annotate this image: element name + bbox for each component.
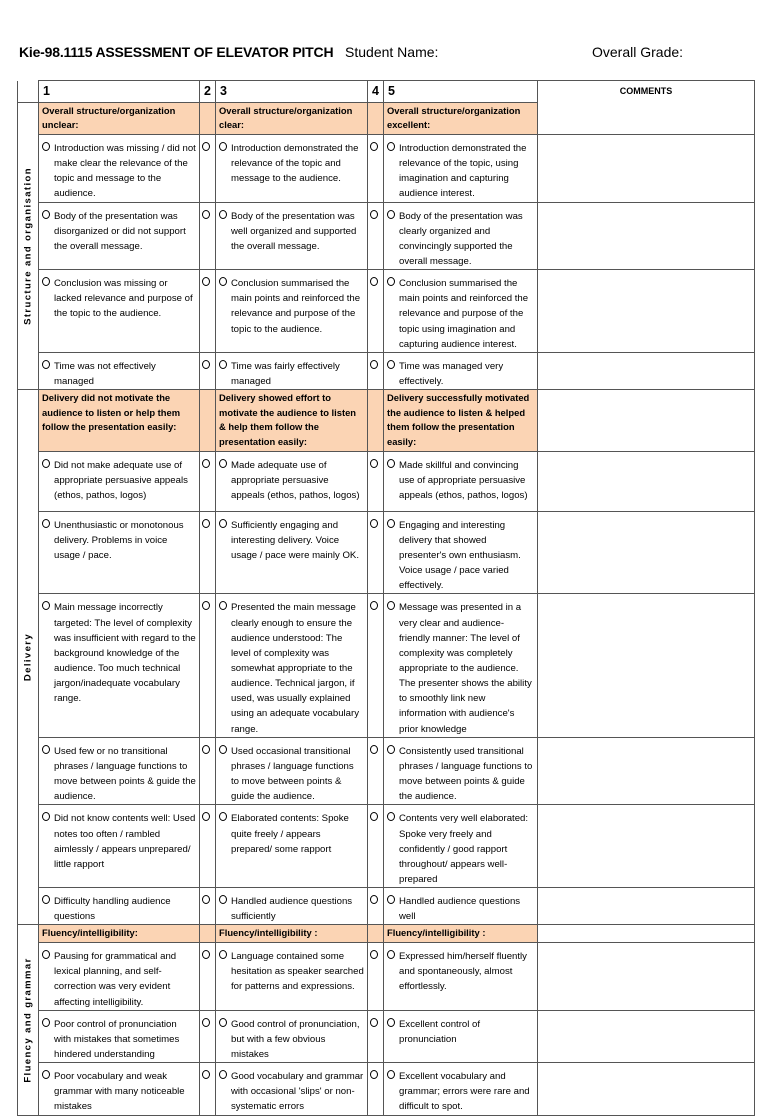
level-4-option[interactable] — [368, 943, 384, 1011]
radio-circle[interactable] — [42, 745, 50, 754]
section-label: Structure and organisation — [22, 167, 34, 325]
criterion-row — [18, 594, 755, 737]
radio-circle[interactable] — [202, 601, 210, 610]
comments-cell[interactable] — [538, 134, 755, 202]
level-4-option[interactable] — [368, 202, 384, 270]
descriptor-text: Conclusion was missing or lacked relevance and purpose of the topic to the audience. — [54, 278, 193, 320]
radio-circle[interactable] — [219, 601, 227, 610]
comments-cell[interactable] — [538, 888, 755, 925]
level-3-descriptor — [216, 594, 368, 737]
radio-circle[interactable] — [219, 895, 227, 904]
level-3-descriptor — [216, 352, 368, 389]
descriptor-text: Good vocabulary and grammar with occasional 'slips' or non-systematic errors — [231, 1071, 364, 1113]
descriptor-text: Message was presented in a very clear and audience-friendly manner: The level of complexity was completely appropriate to the audience. The presenter shows the ability to smoothly link new information with audience's prior knowledge — [399, 602, 532, 735]
descriptor-text: Made adequate use of appropriate persuasive appeals (ethos, pathos, logos) — [231, 459, 360, 501]
level-5-heading: Delivery successfully motivated the audience to listen & helped them follow the presentation easily: — [384, 390, 538, 451]
radio-circle[interactable] — [370, 895, 378, 904]
radio-circle[interactable] — [387, 601, 395, 610]
radio-circle[interactable] — [202, 210, 210, 219]
criterion-row — [18, 511, 755, 594]
radio-circle[interactable] — [42, 1018, 50, 1027]
level-1-descriptor — [39, 943, 200, 1011]
comments-cell[interactable] — [538, 270, 755, 353]
descriptor-text: Used occasional transitional phrases / language functions to move between points & guide the audience. — [231, 745, 354, 803]
section-heading-row — [18, 390, 755, 451]
level-3-descriptor — [216, 202, 368, 270]
descriptor-text: Introduction demonstrated the relevance of the topic and message to the audience. — [231, 142, 359, 185]
column-header-1: 1 — [39, 81, 200, 103]
criterion-row — [18, 134, 755, 202]
comments-cell[interactable] — [538, 390, 755, 451]
radio-circle[interactable] — [219, 459, 227, 468]
column-number-row — [18, 81, 755, 103]
level-3-heading: Delivery showed effort to motivate the audience to listen & help them follow the presentation easily: — [216, 390, 368, 451]
level-1-descriptor — [39, 270, 200, 353]
level-2-option[interactable] — [200, 943, 216, 1011]
descriptor-text: Used few or no transitional phrases / language functions to move between points & guide the audience. — [54, 745, 196, 803]
level-5-descriptor — [384, 888, 538, 925]
level-3-descriptor — [216, 737, 368, 805]
descriptor-text: Made skillful and convincing use of appropriate persuasive appeals (ethos, pathos, logos) — [399, 459, 528, 501]
assessment-rubric-table — [17, 80, 755, 1116]
level-5-descriptor — [384, 943, 538, 1011]
comments-cell[interactable] — [538, 1063, 755, 1115]
radio-circle[interactable] — [370, 950, 378, 959]
comments-header: COMMENTS — [538, 81, 755, 135]
radio-circle[interactable] — [370, 519, 378, 528]
level-1-descriptor — [39, 805, 200, 888]
comments-cell[interactable] — [538, 202, 755, 270]
descriptor-text: Body of the presentation was well organized and supported the overall message. — [231, 210, 357, 252]
descriptor-text: Handled audience questions sufficiently — [231, 896, 353, 923]
radio-circle[interactable] — [202, 895, 210, 904]
column-header-3: 3 — [216, 81, 368, 103]
radio-circle[interactable] — [202, 277, 210, 286]
radio-circle[interactable] — [42, 277, 50, 286]
level-2-option[interactable] — [200, 888, 216, 925]
level-1-heading: Fluency/intelligibility: — [39, 925, 200, 943]
level-2-option[interactable] — [200, 805, 216, 888]
radio-circle[interactable] — [202, 745, 210, 754]
level-5-descriptor — [384, 202, 538, 270]
radio-circle[interactable] — [202, 360, 210, 369]
radio-circle[interactable] — [387, 812, 395, 821]
radio-circle[interactable] — [42, 895, 50, 904]
level-1-descriptor — [39, 202, 200, 270]
descriptor-text: Time was fairly effectively managed — [231, 360, 340, 388]
criterion-row — [18, 943, 755, 1011]
comments-cell[interactable] — [538, 737, 755, 805]
radio-circle[interactable] — [42, 812, 50, 821]
level-3-descriptor — [216, 511, 368, 594]
criterion-row — [18, 888, 755, 925]
radio-circle[interactable] — [387, 277, 395, 286]
level-4-option[interactable] — [368, 511, 384, 594]
radio-circle[interactable] — [42, 1070, 50, 1079]
level-3-descriptor — [216, 1010, 368, 1062]
level-2-option[interactable] — [200, 1010, 216, 1062]
student-name-label: Student Name: — [345, 44, 439, 60]
criterion-row — [18, 737, 755, 805]
comments-cell[interactable] — [538, 451, 755, 511]
level-1-descriptor — [39, 352, 200, 389]
radio-circle[interactable] — [387, 459, 395, 468]
criterion-row — [18, 805, 755, 888]
radio-circle[interactable] — [202, 1018, 210, 1027]
descriptor-text: Time was not effectively managed — [54, 360, 156, 388]
level-5-descriptor — [384, 451, 538, 511]
criterion-row — [18, 202, 755, 270]
descriptor-text: Conclusion summarised the main points and reinforced the relevance and purpose of the topic to the audience. — [231, 278, 361, 335]
level-2-option[interactable] — [200, 737, 216, 805]
descriptor-text: Pausing for grammatical and lexical planning, and self-correction was very evident affecting intelligibility. — [54, 951, 177, 1008]
comments-cell[interactable] — [538, 594, 755, 737]
level-5-descriptor — [384, 594, 538, 737]
level-5-descriptor — [384, 511, 538, 594]
descriptor-text: Introduction demonstrated the relevance of the topic, using imagination and capturing audience interest. — [399, 142, 527, 200]
radio-circle[interactable] — [202, 519, 210, 528]
radio-circle[interactable] — [370, 745, 378, 754]
level-2-option[interactable] — [200, 594, 216, 737]
level-2-option[interactable] — [200, 352, 216, 389]
level-3-heading: Fluency/intelligibility : — [216, 925, 368, 943]
criterion-row — [18, 1010, 755, 1062]
radio-circle[interactable] — [370, 459, 378, 468]
level-3-descriptor — [216, 134, 368, 202]
radio-circle[interactable] — [219, 1018, 227, 1027]
level-4-option[interactable] — [368, 134, 384, 202]
criterion-row — [18, 270, 755, 353]
criterion-row — [18, 1063, 755, 1115]
radio-circle[interactable] — [370, 601, 378, 610]
radio-circle[interactable] — [219, 210, 227, 219]
radio-circle[interactable] — [370, 277, 378, 286]
radio-circle[interactable] — [387, 950, 395, 959]
level-1-descriptor — [39, 451, 200, 511]
descriptor-text: Good control of pronunciation, but with a few obvious mistakes — [231, 1018, 360, 1060]
comments-cell[interactable] — [538, 943, 755, 1011]
radio-circle[interactable] — [370, 812, 378, 821]
radio-circle[interactable] — [387, 1070, 395, 1079]
level-5-descriptor — [384, 805, 538, 888]
level-4-option[interactable] — [368, 737, 384, 805]
descriptor-text: Language contained some hesitation as speaker searched for patterns and expressions. — [231, 951, 364, 993]
section-heading-row — [18, 925, 755, 943]
radio-circle[interactable] — [370, 1018, 378, 1027]
level-1-descriptor — [39, 737, 200, 805]
level-5-descriptor — [384, 1063, 538, 1115]
level-1-heading: Delivery did not motivate the audience to listen or help them follow the presentation easily: — [39, 390, 200, 451]
radio-circle[interactable] — [370, 142, 378, 151]
course-title: Kie-98.1115 ASSESSMENT OF ELEVATOR PITCH — [19, 44, 334, 60]
radio-circle[interactable] — [219, 277, 227, 286]
level-2-option[interactable] — [200, 202, 216, 270]
descriptor-text: Consistently used transitional phrases / language functions to move between points & guide the audience. — [399, 745, 533, 803]
section-label: Fluency and grammar — [22, 957, 34, 1083]
descriptor-text: Unenthusiastic or monotonous delivery. Problems in voice usage / pace. — [54, 519, 184, 561]
level-1-descriptor — [39, 134, 200, 202]
descriptor-text: Elaborated contents: Spoke quite freely / appears prepared/ some rapport — [231, 813, 349, 855]
radio-circle[interactable] — [202, 812, 210, 821]
descriptor-text: Difficulty handling audience questions — [54, 896, 171, 923]
radio-circle[interactable] — [42, 459, 50, 468]
radio-circle[interactable] — [387, 895, 395, 904]
descriptor-text: Time was managed very effectively. — [399, 360, 504, 388]
descriptor-text: Poor control of pronunciation with mistakes that sometimes hindered understanding — [54, 1018, 180, 1060]
radio-circle[interactable] — [370, 360, 378, 369]
level-2-option[interactable] — [200, 451, 216, 511]
criterion-row — [18, 352, 755, 389]
level-4-option[interactable] — [368, 1010, 384, 1062]
descriptor-text: Introduction was missing / did not make clear the relevance of the topic and message to the audience. — [54, 142, 196, 200]
radio-circle[interactable] — [387, 210, 395, 219]
level-5-heading: Fluency/intelligibility : — [384, 925, 538, 943]
level-3-heading: Overall structure/organization clear: — [216, 102, 368, 134]
level-3-descriptor — [216, 451, 368, 511]
radio-circle[interactable] — [42, 142, 50, 151]
radio-circle[interactable] — [42, 519, 50, 528]
radio-circle[interactable] — [219, 519, 227, 528]
level-1-descriptor — [39, 888, 200, 925]
radio-circle[interactable] — [387, 745, 395, 754]
level-5-descriptor — [384, 737, 538, 805]
level-3-descriptor — [216, 270, 368, 353]
section-side-label — [18, 925, 39, 1115]
radio-circle[interactable] — [387, 519, 395, 528]
radio-circle[interactable] — [387, 360, 395, 369]
comments-cell[interactable] — [538, 805, 755, 888]
comments-cell[interactable] — [538, 925, 755, 943]
form-title — [19, 44, 438, 60]
level-2-option[interactable] — [200, 270, 216, 353]
level-1-descriptor — [39, 1010, 200, 1062]
radio-circle[interactable] — [42, 210, 50, 219]
level-1-heading: Overall structure/organization unclear: — [39, 102, 200, 134]
level-4-option[interactable] — [368, 270, 384, 353]
radio-circle[interactable] — [202, 459, 210, 468]
radio-circle[interactable] — [219, 1070, 227, 1079]
column-header-4: 4 — [368, 81, 384, 103]
level-5-descriptor — [384, 352, 538, 389]
radio-circle[interactable] — [219, 950, 227, 959]
radio-circle[interactable] — [42, 601, 50, 610]
radio-circle[interactable] — [202, 1070, 210, 1079]
level-1-descriptor — [39, 1063, 200, 1115]
radio-circle[interactable] — [202, 142, 210, 151]
column-header-2: 2 — [200, 81, 216, 103]
level-4-option[interactable] — [368, 594, 384, 737]
descriptor-text: Body of the presentation was clearly organized and convincingly supported the overall message. — [399, 210, 523, 267]
descriptor-text: Did not make adequate use of appropriate persuasive appeals (ethos, pathos, logos) — [54, 459, 188, 501]
level-4-option[interactable] — [368, 805, 384, 888]
column-header-5: 5 — [384, 81, 538, 103]
level-3-descriptor — [216, 1063, 368, 1115]
radio-circle[interactable] — [387, 142, 395, 151]
radio-circle[interactable] — [202, 950, 210, 959]
level-4-option[interactable] — [368, 451, 384, 511]
level-3-descriptor — [216, 943, 368, 1011]
descriptor-text: Handled audience questions well — [399, 896, 521, 923]
radio-circle[interactable] — [219, 360, 227, 369]
radio-circle[interactable] — [219, 812, 227, 821]
level-3-descriptor — [216, 805, 368, 888]
radio-circle[interactable] — [387, 1018, 395, 1027]
section-side-label — [18, 390, 39, 925]
comments-cell[interactable] — [538, 511, 755, 594]
descriptor-text: Contents very well elaborated: Spoke very freely and confidently / good rapport throughout/ appears well-prepared — [399, 813, 529, 885]
descriptor-text: Poor vocabulary and weak grammar with many noticeable mistakes — [54, 1071, 185, 1113]
level-5-descriptor — [384, 270, 538, 353]
criterion-row — [18, 451, 755, 511]
descriptor-text: Expressed him/herself fluently and spontaneously, almost effortlessly. — [399, 951, 527, 993]
level-2-option[interactable] — [200, 511, 216, 594]
level-2-option[interactable] — [200, 134, 216, 202]
level-1-descriptor — [39, 511, 200, 594]
descriptor-text: Presented the main message clearly enough to ensure the audience understood: The level of complexity was somewhat appropriate to the audience. Technical jargon, if used, was usually explained using an adequate vocabulary range. — [231, 602, 360, 735]
descriptor-text: Main message incorrectly targeted: The level of complexity was insufficient with regard to the background knowledge of the audience. Too much technical jargon/inadequate vocabulary range. — [54, 602, 196, 705]
radio-circle[interactable] — [370, 1070, 378, 1079]
section-label: Delivery — [22, 633, 34, 682]
descriptor-text: Excellent vocabulary and grammar; errors were rare and difficult to spot. — [399, 1071, 530, 1113]
descriptor-text: Conclusion summarised the main points and reinforced the relevance and purpose of the topic using imagination and capturing audience interest. — [399, 278, 529, 350]
descriptor-text: Body of the presentation was disorganized or did not support the overall message. — [54, 210, 186, 252]
descriptor-text: Sufficiently engaging and interesting delivery. Voice usage / pace were mainly OK. — [231, 519, 359, 561]
level-2-option[interactable] — [200, 1063, 216, 1115]
section-side-label — [18, 102, 39, 390]
level-4-option[interactable] — [368, 888, 384, 925]
radio-circle[interactable] — [42, 360, 50, 369]
overall-grade-label: Overall Grade: — [592, 44, 684, 60]
level-5-descriptor — [384, 1010, 538, 1062]
comments-cell[interactable] — [538, 352, 755, 389]
comments-cell[interactable] — [538, 1010, 755, 1062]
level-4-option[interactable] — [368, 352, 384, 389]
radio-circle[interactable] — [42, 950, 50, 959]
radio-circle[interactable] — [219, 142, 227, 151]
descriptor-text: Engaging and interesting delivery that showed presenter's own enthusiasm. Voice usage / pace varied effectively. — [399, 519, 521, 592]
level-1-descriptor — [39, 594, 200, 737]
descriptor-text: Excellent control of pronunciation — [399, 1018, 481, 1045]
level-4-option[interactable] — [368, 1063, 384, 1115]
radio-circle[interactable] — [370, 210, 378, 219]
level-5-heading: Overall structure/organization excellent: — [384, 102, 538, 134]
radio-circle[interactable] — [219, 745, 227, 754]
descriptor-text: Did not know contents well: Used notes too often / rambled aimlessly / appears unprepared/ little rapport — [54, 813, 196, 870]
level-5-descriptor — [384, 134, 538, 202]
level-3-descriptor — [216, 888, 368, 925]
